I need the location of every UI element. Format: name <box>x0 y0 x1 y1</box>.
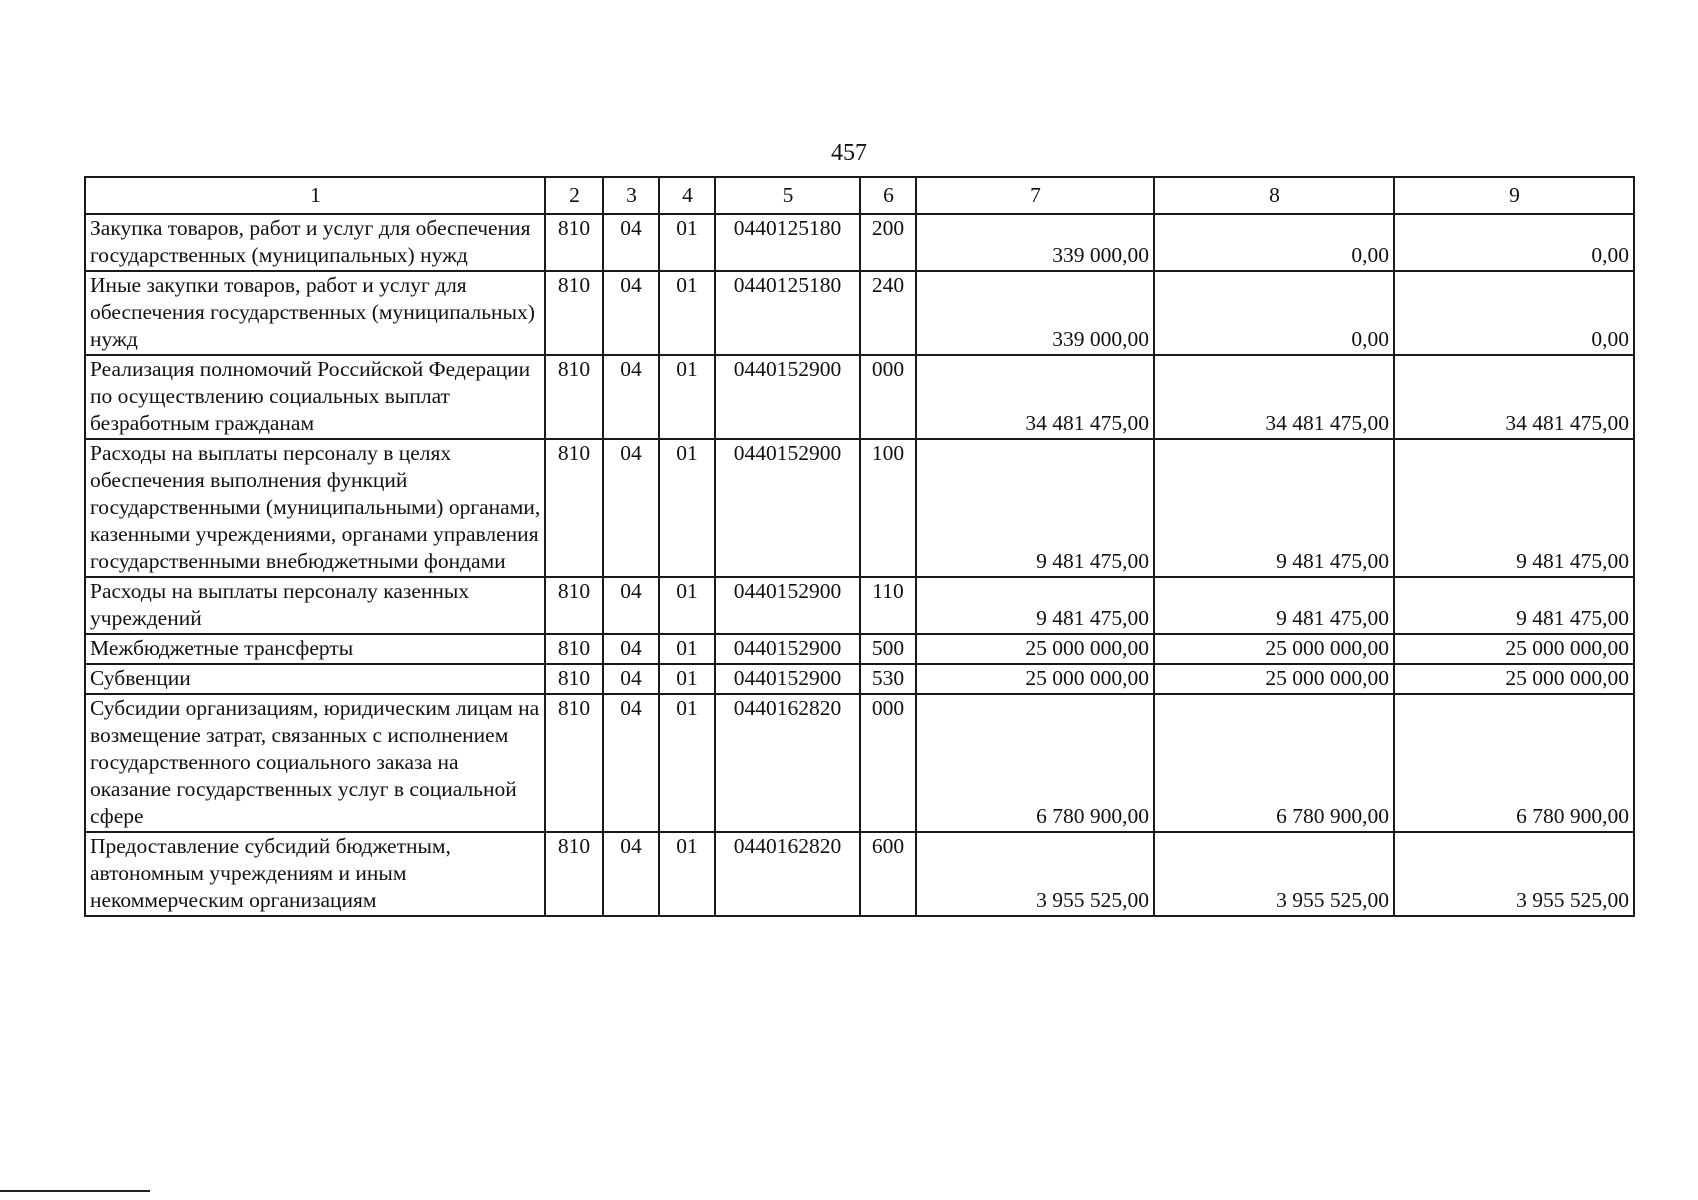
code-col-6: 110 <box>860 577 916 634</box>
amount-col-9: 9 481 475,00 <box>1394 439 1634 577</box>
code-col-5: 0440152900 <box>715 664 860 694</box>
code-col-3: 04 <box>603 664 659 694</box>
code-col-6: 000 <box>860 355 916 439</box>
code-col-3: 04 <box>603 271 659 355</box>
amount-col-8: 34 481 475,00 <box>1154 355 1394 439</box>
amount-col-7: 9 481 475,00 <box>916 577 1154 634</box>
amount-col-8: 3 955 525,00 <box>1154 832 1394 916</box>
column-header-9: 9 <box>1394 177 1634 214</box>
expense-name: Предоставление субсидий бюджетным, автономным учреждениям и иным некоммерческим организациям <box>85 832 545 916</box>
column-header-8: 8 <box>1154 177 1394 214</box>
code-col-6: 240 <box>860 271 916 355</box>
amount-col-7: 3 955 525,00 <box>916 832 1154 916</box>
table-row <box>85 355 1634 439</box>
amount-col-9: 6 780 900,00 <box>1394 694 1634 832</box>
amount-col-9: 0,00 <box>1394 271 1634 355</box>
expense-name: Субвенции <box>85 664 545 694</box>
code-col-2: 810 <box>545 664 603 694</box>
amount-col-9: 25 000 000,00 <box>1394 634 1634 664</box>
code-col-3: 04 <box>603 832 659 916</box>
expense-name: Иные закупки товаров, работ и услуг для обеспечения государственных (муниципальных) нужд <box>85 271 545 355</box>
code-col-6: 200 <box>860 214 916 271</box>
column-header-2: 2 <box>545 177 603 214</box>
code-col-5: 0440152900 <box>715 634 860 664</box>
amount-col-9: 0,00 <box>1394 214 1634 271</box>
code-col-6: 000 <box>860 694 916 832</box>
code-col-4: 01 <box>659 694 715 832</box>
expense-name: Субсидии организациям, юридическим лицам на возмещение затрат, связанных с исполнением государственного социального заказа на оказание государственных услуг в социальной сфере <box>85 694 545 832</box>
code-col-2: 810 <box>545 577 603 634</box>
code-col-3: 04 <box>603 439 659 577</box>
code-col-5: 0440162820 <box>715 832 860 916</box>
column-header-4: 4 <box>659 177 715 214</box>
code-col-4: 01 <box>659 271 715 355</box>
code-col-2: 810 <box>545 214 603 271</box>
amount-col-9: 34 481 475,00 <box>1394 355 1634 439</box>
table-row <box>85 664 1634 694</box>
table-header <box>85 177 1634 214</box>
code-col-3: 04 <box>603 577 659 634</box>
code-col-2: 810 <box>545 634 603 664</box>
code-col-5: 0440152900 <box>715 577 860 634</box>
amount-col-8: 9 481 475,00 <box>1154 439 1394 577</box>
table-row <box>85 634 1634 664</box>
column-header-7: 7 <box>916 177 1154 214</box>
amount-col-7: 25 000 000,00 <box>916 664 1154 694</box>
code-col-3: 04 <box>603 355 659 439</box>
amount-col-8: 25 000 000,00 <box>1154 634 1394 664</box>
code-col-2: 810 <box>545 439 603 577</box>
code-col-2: 810 <box>545 271 603 355</box>
code-col-4: 01 <box>659 439 715 577</box>
amount-col-7: 25 000 000,00 <box>916 634 1154 664</box>
code-col-4: 01 <box>659 355 715 439</box>
table-row <box>85 439 1634 577</box>
table-row <box>85 832 1634 916</box>
table-body <box>85 214 1634 916</box>
amount-col-7: 339 000,00 <box>916 271 1154 355</box>
expense-name: Расходы на выплаты персоналу в целях обеспечения выполнения функций государственными (муниципальными) органами, казенными учреждениями, органами управления государственными внебюджетными фондами <box>85 439 545 577</box>
expense-name: Межбюджетные трансферты <box>85 634 545 664</box>
code-col-5: 0440125180 <box>715 271 860 355</box>
code-col-3: 04 <box>603 634 659 664</box>
code-col-2: 810 <box>545 832 603 916</box>
code-col-5: 0440152900 <box>715 439 860 577</box>
column-header-1: 1 <box>85 177 545 214</box>
code-col-6: 600 <box>860 832 916 916</box>
amount-col-9: 9 481 475,00 <box>1394 577 1634 634</box>
code-col-4: 01 <box>659 832 715 916</box>
column-header-6: 6 <box>860 177 916 214</box>
amount-col-8: 9 481 475,00 <box>1154 577 1394 634</box>
code-col-4: 01 <box>659 634 715 664</box>
page-number: 457 <box>831 140 867 166</box>
code-col-5: 0440125180 <box>715 214 860 271</box>
amount-col-9: 3 955 525,00 <box>1394 832 1634 916</box>
table-row <box>85 214 1634 271</box>
expense-name: Реализация полномочий Российской Федерации по осуществлению социальных выплат безработным гражданам <box>85 355 545 439</box>
code-col-2: 810 <box>545 355 603 439</box>
budget-table <box>84 176 1635 917</box>
amount-col-7: 34 481 475,00 <box>916 355 1154 439</box>
footer-divider <box>0 1190 150 1192</box>
amount-col-7: 339 000,00 <box>916 214 1154 271</box>
code-col-5: 0440162820 <box>715 694 860 832</box>
code-col-3: 04 <box>603 214 659 271</box>
amount-col-7: 9 481 475,00 <box>916 439 1154 577</box>
amount-col-8: 0,00 <box>1154 271 1394 355</box>
table-row <box>85 271 1634 355</box>
code-col-2: 810 <box>545 694 603 832</box>
code-col-6: 530 <box>860 664 916 694</box>
code-col-4: 01 <box>659 214 715 271</box>
code-col-5: 0440152900 <box>715 355 860 439</box>
column-header-3: 3 <box>603 177 659 214</box>
amount-col-8: 0,00 <box>1154 214 1394 271</box>
expense-name: Расходы на выплаты персоналу казенных учреждений <box>85 577 545 634</box>
table-row <box>85 577 1634 634</box>
code-col-3: 04 <box>603 694 659 832</box>
amount-col-8: 25 000 000,00 <box>1154 664 1394 694</box>
code-col-4: 01 <box>659 664 715 694</box>
header-row <box>85 177 1634 214</box>
amount-col-7: 6 780 900,00 <box>916 694 1154 832</box>
code-col-6: 100 <box>860 439 916 577</box>
table-row <box>85 694 1634 832</box>
amount-col-8: 6 780 900,00 <box>1154 694 1394 832</box>
column-header-5: 5 <box>715 177 860 214</box>
code-col-4: 01 <box>659 577 715 634</box>
amount-col-9: 25 000 000,00 <box>1394 664 1634 694</box>
code-col-6: 500 <box>860 634 916 664</box>
expense-name: Закупка товаров, работ и услуг для обеспечения государственных (муниципальных) нужд <box>85 214 545 271</box>
